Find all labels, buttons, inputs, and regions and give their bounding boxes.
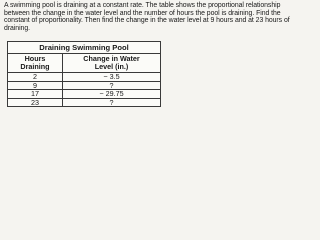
cell-change: − 3.5 <box>63 73 161 82</box>
table-row <box>8 73 161 82</box>
cell-change: − 29.75 <box>63 90 161 99</box>
table-row <box>8 98 161 107</box>
header-hours-line2: Draining <box>20 62 50 71</box>
header-hours-line1: Hours <box>24 54 46 63</box>
header-change-line1: Change in Water <box>83 54 140 63</box>
cell-change: ? <box>63 81 161 90</box>
problem-statement: A swimming pool is draining at a constant rate. The table shows the proportional relationship between the change in the water level and the number of hours the pool is draining. Find the constant of proportionality. Then find the change in the water level at 9 hours and at 23 hours of draining. <box>4 2 290 32</box>
cell-hours: 17 <box>8 90 63 99</box>
data-table-container <box>7 41 161 107</box>
cell-hours: 9 <box>8 81 63 90</box>
draining-pool-table <box>7 41 161 107</box>
table-row <box>8 90 161 99</box>
cell-change: ? <box>63 98 161 107</box>
header-change-line2: Level (in.) <box>94 62 129 71</box>
table-caption: Draining Swimming Pool <box>8 42 161 54</box>
header-hours-draining <box>8 54 63 73</box>
table-header-row <box>8 54 161 73</box>
cell-hours: 23 <box>8 98 63 107</box>
header-change-water-level <box>63 54 161 73</box>
cell-hours: 2 <box>8 73 63 82</box>
table-caption-row <box>8 42 161 54</box>
